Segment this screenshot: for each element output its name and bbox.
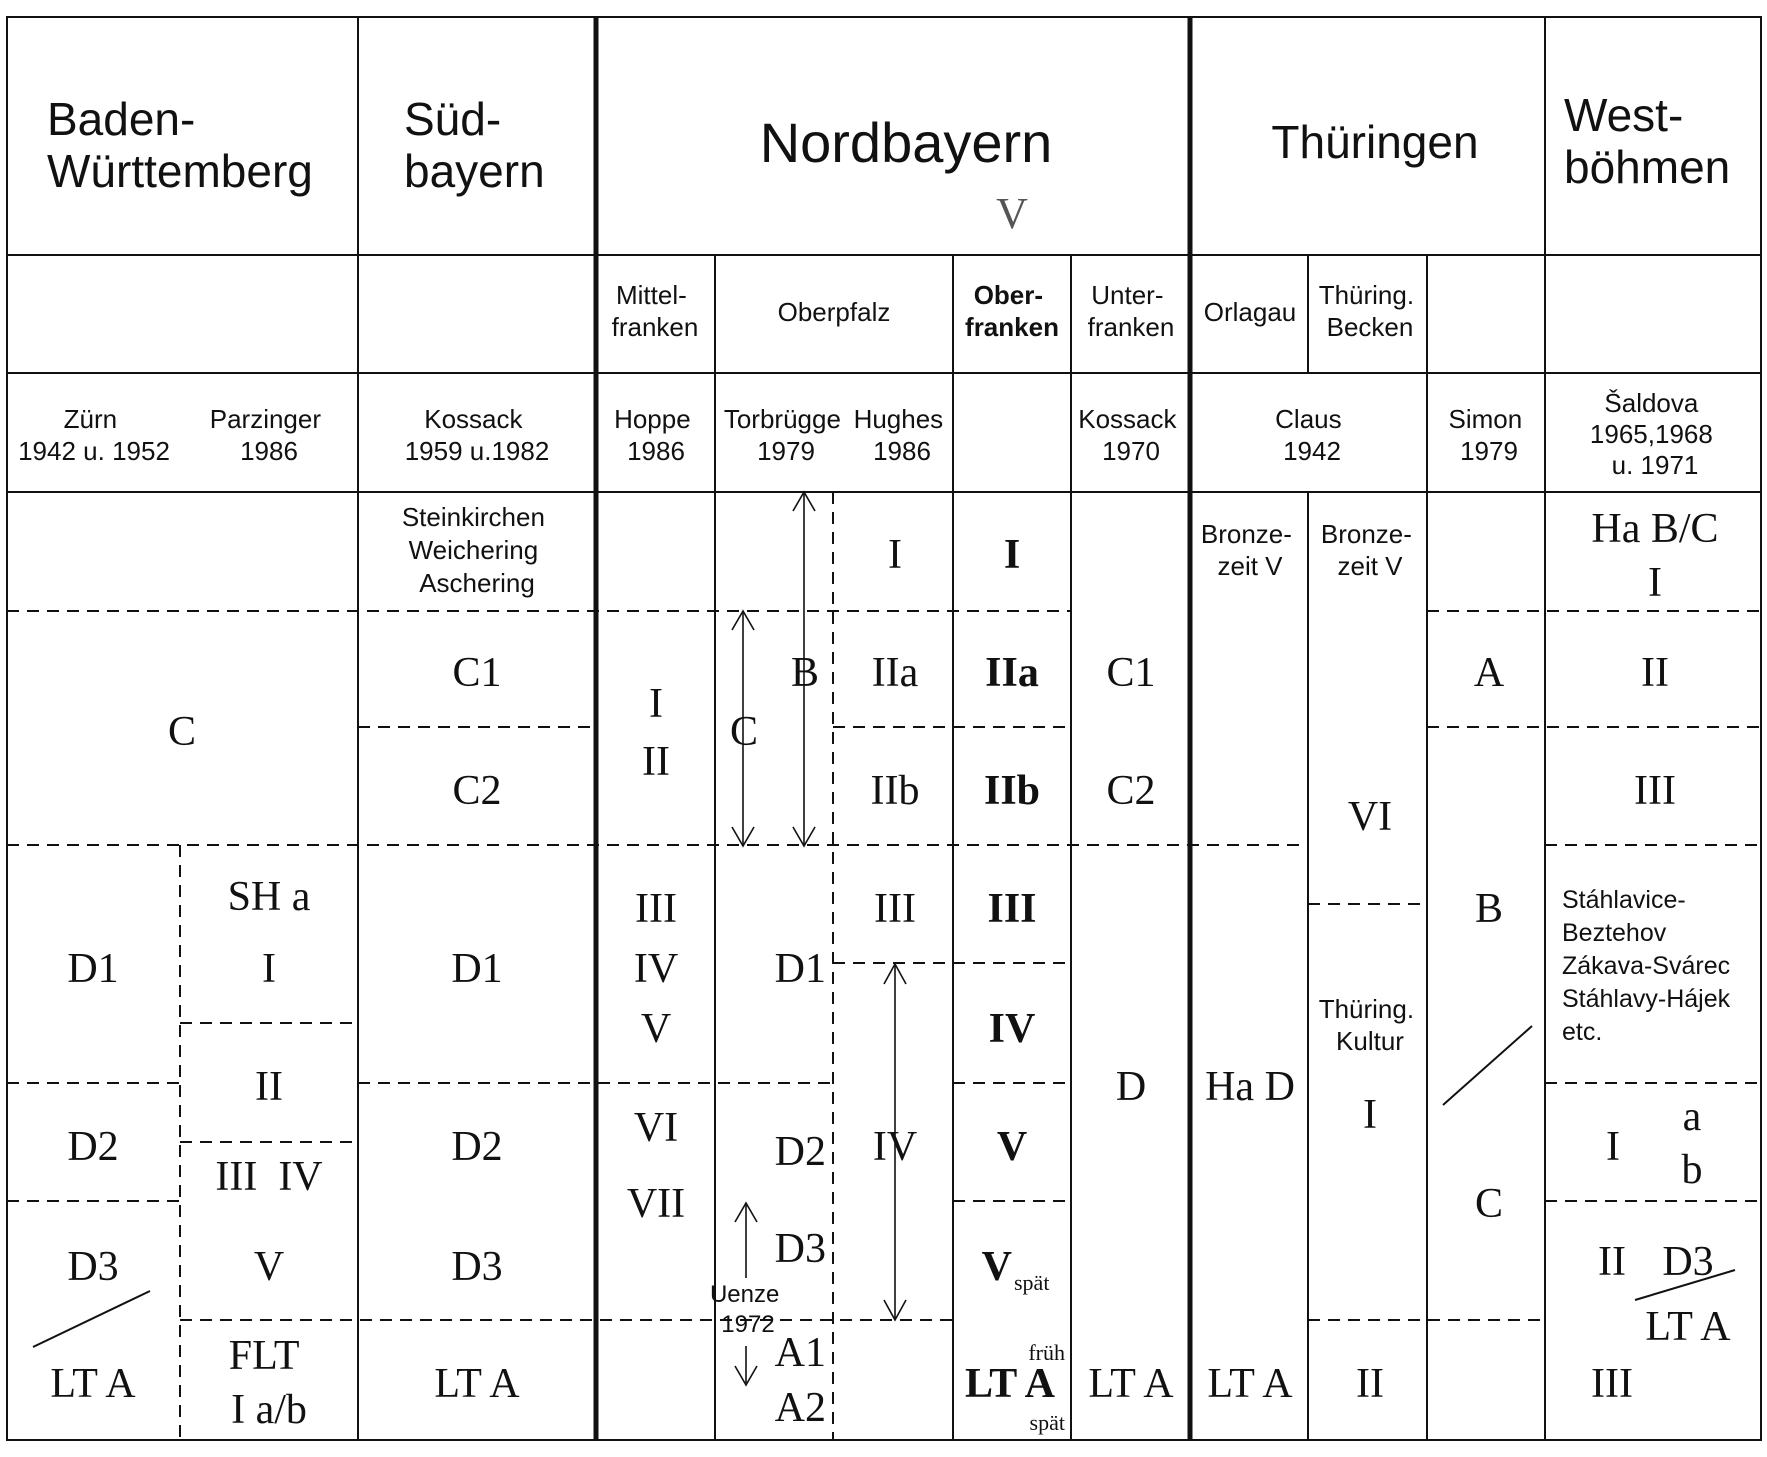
cell-of-vspaet-sub: spät (1014, 1270, 1050, 1295)
cell-or-lta: LT A (1207, 1361, 1293, 1407)
subregion-oberfranken: Ober- franken (965, 280, 1059, 342)
cell-of-lta: LT A (965, 1361, 1055, 1407)
cell-pz-v: V (253, 1244, 285, 1290)
cell-mf-v: V (640, 1006, 672, 1052)
author-parzinger: Parzinger 1986 (209, 404, 322, 466)
cell-hu-iib: IIb (870, 768, 920, 814)
cell-wb-habc: Ha B/C (1591, 506, 1719, 552)
cell-op-uenze: Uenze 1972 (709, 1281, 780, 1338)
cell-op-d1: D1 (774, 946, 826, 992)
cell-of-lta-frueh: früh (1028, 1340, 1065, 1365)
cell-pz-ii: II (255, 1064, 283, 1110)
cell-hu-i: I (888, 532, 902, 578)
cell-wb-a: a (1682, 1094, 1702, 1140)
author-kossack-suedbayern: Kossack 1959 u.1982 (404, 404, 550, 466)
cell-of-i: I (1003, 532, 1021, 578)
cell-tb-kultur: Thüring. Kultur (1318, 994, 1415, 1056)
cell-tb-ii: II (1356, 1361, 1384, 1407)
cell-wb-i2: I (1606, 1124, 1620, 1170)
cell-mf-ii: II (642, 739, 670, 785)
cell-si-b: B (1474, 886, 1504, 932)
cell-hu-iia: IIa (871, 650, 919, 696)
cell-wb-lta: LT A (1645, 1304, 1731, 1350)
author-claus: Claus 1942 (1275, 404, 1342, 466)
cell-uf-c1: C1 (1106, 650, 1156, 696)
uenze-arrow-down (735, 1346, 757, 1385)
cell-si-c: C (1474, 1181, 1504, 1227)
cell-uf-lta: LT A (1088, 1361, 1174, 1407)
cell-tb-i: I (1363, 1092, 1377, 1138)
cell-hu-iv: IV (872, 1124, 918, 1170)
diagonal-mark (1443, 1026, 1532, 1105)
cell-bw-d1: D1 (67, 946, 119, 992)
cell-wb-sites: Stáhlavice- Beztehov Zákava-Svárec Stáhlavy-Hájek etc. (1562, 886, 1731, 1046)
header-westboehmen: West- böhmen (1564, 89, 1731, 193)
cell-of-iv: IV (988, 1006, 1036, 1052)
header-suedbayern: Süd- bayern (404, 93, 545, 197)
cell-bw-lta: LT A (50, 1361, 136, 1407)
cell-or-bronzezeit: Bronze- zeit V (1200, 519, 1292, 581)
cell-of-iii: III (987, 886, 1037, 932)
cell-bw-d3: D3 (67, 1244, 119, 1290)
cell-op-a2: A2 (774, 1385, 826, 1431)
cell-mf-vii: VII (626, 1181, 686, 1227)
cell-uf-d: D (1115, 1064, 1147, 1110)
cell-op-d2: D2 (774, 1129, 826, 1175)
cell-pz-flt: FLT I a/b (228, 1333, 307, 1433)
uenze-arrow-up (735, 1203, 757, 1278)
cell-of-v: V (996, 1124, 1028, 1170)
author-simon: Simon 1979 (1448, 404, 1523, 466)
author-zuern: Zürn 1942 u. 1952 (18, 404, 170, 466)
cell-hu-iii: III (874, 886, 916, 932)
cell-mf-iii: III (635, 886, 677, 932)
cell-sb-d2: D2 (451, 1124, 503, 1170)
cell-sb-d1: D1 (451, 946, 503, 992)
author-hoppe: Hoppe 1986 (614, 404, 691, 466)
subregion-oberpfalz: Oberpfalz (777, 297, 891, 327)
cell-sb-d3: D3 (451, 1244, 503, 1290)
cell-tb-vi: VI (1347, 794, 1393, 840)
cell-bw-d2: D2 (67, 1124, 119, 1170)
cell-pz-iiiiv: III IV (215, 1154, 323, 1200)
cell-wb-iii2: III (1591, 1361, 1633, 1407)
header-nordbayern: Nordbayern (759, 111, 1053, 174)
subregion-unterfranken: Unter- franken (1087, 280, 1175, 342)
cell-sb-lta: LT A (434, 1361, 520, 1407)
cell-wb-ii: II (1641, 650, 1669, 696)
header-nordbayern-mark: V (996, 189, 1028, 238)
header-thueringen: Thüringen (1271, 116, 1479, 168)
cell-op-a1: A1 (774, 1330, 826, 1376)
cell-wb-d3: D3 (1662, 1239, 1714, 1285)
header-baden: Baden- Württemberg (47, 93, 313, 197)
cell-op-d3: D3 (774, 1226, 826, 1272)
cell-wb-b: b (1681, 1147, 1703, 1193)
cell-mf-i: I (649, 681, 663, 727)
cell-sb-sites: Steinkirchen Weichering Aschering (401, 502, 545, 598)
cell-si-a: A (1473, 650, 1505, 696)
cell-op-c: C (729, 709, 759, 755)
cell-wb-iii: III (1634, 768, 1676, 814)
author-torbruegge: Torbrügge 1979 (723, 404, 841, 466)
cell-sb-c1: C1 (452, 650, 502, 696)
cell-pz-sha: SH a (227, 874, 311, 920)
cell-of-vspaet-main: V (981, 1244, 1012, 1290)
cell-op-b: B (790, 650, 820, 696)
author-hughes: Hughes 1986 (853, 404, 944, 466)
cell-of-lta-spaet: spät (1029, 1410, 1065, 1435)
subregion-thuering-becken: Thüring. Becken (1318, 280, 1415, 342)
cell-wb-i: I (1648, 560, 1662, 606)
author-saldova: Šaldova 1965,1968 u. 1971 (1589, 388, 1713, 480)
cell-mf-iv: IV (633, 946, 679, 992)
cell-wb-ii2: II (1598, 1239, 1626, 1285)
cell-pz-i: I (262, 946, 276, 992)
cell-sb-c2: C2 (452, 768, 502, 814)
cell-mf-vi: VI (633, 1105, 679, 1151)
author-kossack-unterfranken: Kossack 1970 (1078, 404, 1177, 466)
cell-of-iia: IIa (985, 650, 1039, 696)
cell-uf-c2: C2 (1106, 768, 1156, 814)
subregion-mittelfranken: Mittel- franken (611, 280, 699, 342)
cell-or-had: Ha D (1205, 1064, 1295, 1110)
cell-tb-bronzezeit: Bronze- zeit V (1320, 519, 1412, 581)
subregion-orlagau: Orlagau (1203, 297, 1297, 327)
diagonal-mark (33, 1291, 150, 1347)
cell-of-iib: IIb (983, 768, 1041, 814)
cell-bw-c: C (167, 709, 197, 755)
